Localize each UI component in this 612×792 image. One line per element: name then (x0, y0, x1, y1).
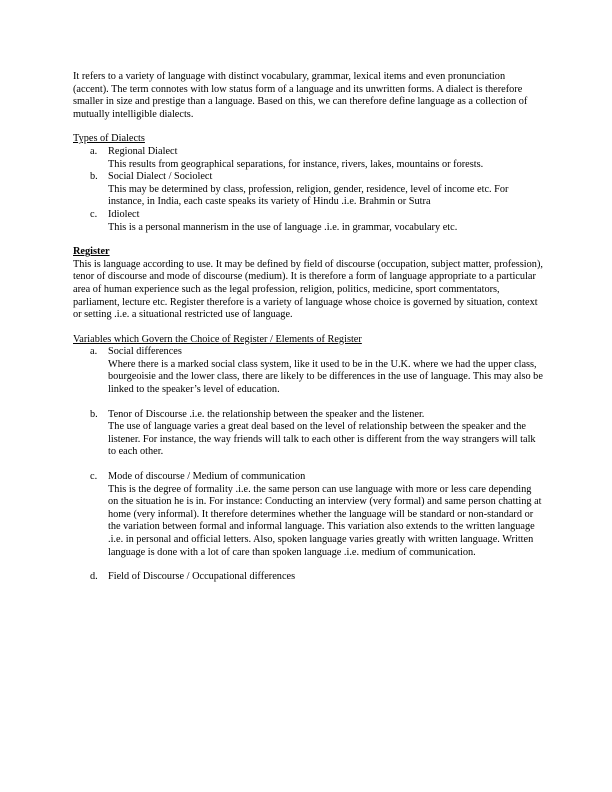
list-marker: a. (90, 145, 98, 157)
item-body: This results from geographical separations, for instance, rivers, lakes, mountains or forests. (108, 158, 484, 170)
list-marker: c. (90, 208, 98, 220)
item-title: Social Dialect / Sociolect (108, 171, 213, 183)
list-marker: d. (90, 571, 98, 583)
item-title: Mode of discourse / Medium of communication (108, 471, 306, 483)
register-heading: Register (73, 246, 110, 258)
register-paragraph: This is language according to use. It may be defined by field of discourse (occupation, subject matter, profession), tenor of discourse and mode of discourse (medium). It is therefore a form of language appropriate to a particular area of human experience such as the legal profession, religion, politics, medicine, sport commentators, parliament, lecture etc. Register therefore is a variety of language whose choice is governed by situation, context or setting .i.e. a situational restricted use of language. (73, 258, 543, 321)
dialects-list (73, 146, 543, 234)
item-body: Where there is a marked social class system, like it used to be in the U.K. where we had the upper class, bourgeoisie and the lower class, there are likely to be differences in the use of language. This may also be linked to the speaker’s level of education. (108, 358, 543, 396)
list-marker: b. (90, 408, 98, 420)
list-marker: b. (90, 171, 98, 183)
item-title: Field of Discourse / Occupational differences (108, 571, 296, 583)
list-item (73, 346, 543, 396)
item-body: This may be determined by class, profession, religion, gender, residence, level of income etc. For instance, in India, each caste speaks its variety of Hindu .i.e. Brahmin or Sutra (108, 183, 509, 208)
list-item (73, 146, 543, 171)
variables-heading: Variables which Govern the Choice of Register / Elements of Register (73, 333, 362, 345)
item-body: This is the degree of formality .i.e. the same person can use language with more or less care depending on the situation he is in. For instance: Conducting an interview (very formal) and same person chatting at home (very informal). It therefore determines whether the language will be standard or non-standard or the variation between formal and informal language. This variation also extends to the written language .i.e. in personal and official letters. Also, spoken language varies greatly with written language. Written language is done with a lot of care than spoken language .i.e. medium of communication. (108, 483, 542, 558)
variables-list (73, 346, 543, 584)
list-marker: a. (90, 346, 98, 358)
intro-paragraph: It refers to a variety of language with distinct vocabulary, grammar, lexical items and even pronunciation (accent). The term connotes with low status form of a language and its unwritten forms. A dialect is therefore smaller in size and prestige than a language. Based on this, we can therefore define language as a collection of mutually intelligible dialects. (73, 71, 528, 120)
item-title: Idiolect (108, 208, 140, 220)
list-item (73, 571, 543, 584)
item-body: This is a personal mannerism in the use of language .i.e. in grammar, vocabulary etc. (108, 221, 458, 233)
item-title: Regional Dialect (108, 145, 178, 157)
document-page (73, 71, 543, 584)
list-item (73, 471, 543, 559)
item-title: Tenor of Discourse .i.e. the relationship between the speaker and the listener. (108, 408, 425, 420)
item-title: Social differences (108, 346, 182, 358)
list-marker: c. (90, 471, 98, 483)
list-item (73, 209, 543, 234)
list-item (73, 409, 543, 459)
list-item (73, 171, 543, 209)
dialects-heading: Types of Dialects (73, 133, 145, 145)
item-body: The use of language varies a great deal based on the level of relationship between the speaker and the listener. For instance, the way friends will talk to each other is different from the way strangers will talk to each other. (108, 421, 536, 458)
